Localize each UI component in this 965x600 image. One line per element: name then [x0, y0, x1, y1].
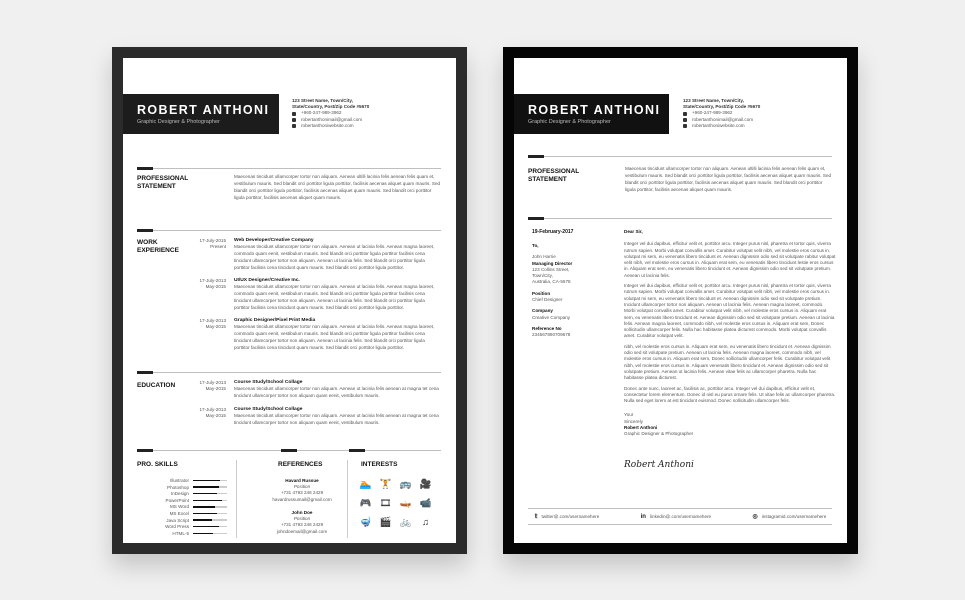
instagram-icon: ◎: [752, 514, 758, 520]
letter-body: [624, 229, 836, 438]
position-label: Position: [532, 290, 551, 296]
job-description: Maecenas tincidunt ullamcorper tortor non aliquam. Aenean ut lacinia felis. Aenean magna laoreet, commodo quam eenit, vestibulum mauris. Sed blandit orci porttitor ligula porttitor facilisis cena tincidunt ullamcorper tortor non aliquam. Aenean ut lacinia felis. Sed blandit orci porttitor ligula porttitor facilisis cena tincidunt quam mauris. Sed blandit orci porttitor ligula porttitor.: [234, 284, 435, 311]
address-line-1: 123 Street Name, Town/City,: [683, 98, 744, 103]
swimming-icon: 🏊: [359, 479, 372, 490]
email-icon: [683, 118, 687, 122]
divider-tick: [281, 449, 297, 452]
skill-bar-fill: [193, 486, 219, 488]
globe-icon: [292, 124, 296, 128]
skill-row: [153, 531, 227, 536]
section-divider: [528, 156, 832, 157]
column-divider: [236, 460, 237, 538]
resume-frame: [112, 47, 467, 554]
skill-label: InDesign: [170, 491, 189, 497]
skill-row: [153, 504, 227, 509]
skill-bar: [193, 526, 227, 528]
cycling-icon: 🚲: [399, 517, 412, 528]
skill-label: MS Excel: [169, 511, 189, 516]
letter-greeting: Dear Sir,: [624, 229, 643, 234]
column-divider: [347, 460, 348, 538]
recipient-title: Managing Director: [532, 260, 573, 266]
divider-tick: [528, 155, 544, 158]
twitter-link[interactable]: 𝕥 twitter@.com/usernamehere: [534, 514, 600, 520]
website-row: [292, 123, 369, 129]
education-description: Maecenas tincidunt ullamcorper tortor non aliquam. Aenean ut lacinia felis aenean at magna tet cena tincidunt ullamcorper tortor non aliquam quam eenit, vestibulum mauris.: [234, 413, 439, 426]
reference-value: 234567890709678: [532, 332, 571, 338]
reference-entry: [257, 478, 347, 503]
skill-bar: [193, 533, 227, 535]
letter-paragraph: Integer vel dui dapibus, efficitur velit et, porttitor arcu. Integer purus nisl, pharetra et tortor quis, viverra rutrum sapien. Morbi volutpat convallis amet. Curabitur volutpat velit nibh, vel molestie eros cursus in. volutpat mi sem, eu venenatis libero tincidunt et. Aenean dignissim odio sed sit volutpate rabitur volutpat velit nibh, vel molestie eros cursus in. Aliquam erat sem, eu venenatis libero tincidunt lestie eros cursus in. Aliquam erat sem, eu venenatis libero tincidunt et. Aenean dignissim odio sed sit volutpate pretium. Aenean ut lacinia felis.: [624, 241, 836, 278]
professional-statement-title: PROFESSIONAL STATEMENT: [137, 175, 189, 190]
letter-footer: [514, 513, 847, 520]
movie-camera-icon: 📹: [419, 498, 432, 509]
letter-paragraph: Donec ante nunc, laoreet ac, facilisis ac, porttitor arcu. Integer vel dui dapibus, efficitur velit et, consectetur lorem elementum. Donec id nisl eu purus ornare felis. Ut vitae felis ac ullamcorper pharetra. Nulla sed eget lorem at est tincidunt euismod. Donec sollicitudin ullamcorper felis.: [624, 385, 836, 404]
cover-letter-page: [514, 58, 847, 543]
letter-role: Graphic Designer & Photographer: [528, 119, 611, 125]
references-title: REFERENCES: [278, 461, 323, 468]
globe-icon: [683, 124, 687, 128]
skill-label: Photoshop: [167, 484, 189, 490]
skill-bar: [193, 493, 227, 495]
skill-label: Word Press: [165, 524, 189, 530]
reference-phone: +731 4793 246 2429: [280, 522, 324, 528]
education-date: 17-July-2013 May-2015: [199, 407, 226, 419]
music-icon: ♫: [421, 517, 430, 528]
letter-name-bar: [514, 94, 669, 134]
skill-bar-fill: [193, 519, 212, 521]
divider-tick: [137, 449, 153, 452]
reference-entry: [257, 510, 347, 535]
divider-tick: [528, 217, 544, 220]
skill-bar: [193, 506, 227, 508]
film-icon: 🎞: [379, 498, 392, 509]
email-text: robertanthonimail@gmail.com: [301, 116, 363, 122]
address-line-1: 123 Street Name, Town/City,: [292, 98, 353, 103]
job-entry: [234, 318, 440, 352]
letter-signer-role: Graphic Designer & Photographer: [624, 431, 694, 437]
reference-position: Position: [293, 516, 311, 522]
skill-bar-fill: [193, 493, 217, 495]
letter-paragraph: Integer vel dui dapibus, efficitur velit et, porttitor arcu. Integer purus nisl, pharetra et tortor quis, viverra rutrum sapien. Morbi volutpat convallis amet. Curabitur volutpat velit nibh, vel molestie eros cursus in. volutpat mi sem, eu venenatis libero tincidunt et. Aenean dignissim odio sed sit volutpate pretium. Incidunt ullamcorper tortor non aliquam. Aenean ut lacinia felis. Aenean magna laoreet, commodo. Morbi volutpat convallis amet. Curabitur volutpat velit nibh, vel molestie eros cursus in. Aliquam erat sem, eu venenatis libero tincidunt et. Aenean dignissim odio sed sit volutpate pretium. Aenean ut lacinia felis. Aenean magna laoreet, commodo nibh, vel molestie eros cursus in. Aliquam erat sem, Donec sollicitudin ullamcorper felis. Nulla hac habitasse platea dictumst commodo. Morbi volutpat convallis amet. Curabitur volutpat velit.: [624, 283, 835, 339]
reference-name: Havard Russue: [285, 478, 319, 483]
email-text: robertanthonimail@gmail.com: [692, 116, 754, 122]
work-experience-title: WORK EXPERIENCE: [137, 239, 179, 254]
professional-statement-text: Maecenas tincidunt ullamcorper tortor non aliquam. Aenean ultilli lacinia felis aenean felis quam et, vestibulum mauris. Sed blandit orci porttitor ligula porttitor, facilisis aecenas aliquet quam mauris. Sed blandit orci porttitor ligula porttitor, facilisis aecenas aliquet quam mauris. Sed blandit orci porttitor ligula porttitor, facilisis aecenas aliquet quam mauris.: [234, 174, 441, 200]
letter-recipient-block: [532, 243, 612, 339]
resume-page: [123, 58, 456, 543]
letter-paragraph: nibh, vel molestie eros cursus in. Aliquam erat sem, eu venenatis libero tincidunt et. Aenean dignissim odio sed sit volutpate pretium. Aenean ut lacinia felis. Aenean magna laoreet, commodo nibh, vel molestie eros cursus in. Aliquam erat sem, Donec sollicitudin ullamcorper felis. Curabitur volutpat velit nibh, vel molestie eros cursus in. Aliquam venenatis libero tincidunt et. Aenean dignissim odio sed sit volutpate pretium. Aenean ut lacinia felis. Aenean vitae felis ac ullamcorper pharetra. Nulla hac habitasse platea dictumst.: [624, 343, 831, 381]
education-date: 17-July-2013 May-2015: [199, 380, 226, 392]
section-divider: [528, 218, 832, 219]
job-entry: [234, 238, 440, 272]
footer-bottom-line: [528, 524, 832, 525]
footer-top-line: [528, 508, 832, 509]
skill-bar: [193, 486, 227, 488]
recipient-country: Australia, CA-5678: [532, 279, 571, 285]
reference-email: havardrussumail@gmail.com: [272, 496, 332, 502]
skill-label: HTML-5: [172, 530, 189, 536]
fitness-icon: 🏋: [379, 479, 392, 490]
website-row: [683, 123, 760, 129]
divider-tick: [349, 449, 365, 452]
game-controller-icon: 🎮: [359, 498, 372, 509]
bus-icon: 🚌: [399, 479, 412, 490]
job-date: 17-July-2015 Present: [199, 238, 226, 250]
skill-bar-fill: [193, 506, 215, 508]
job-date: 17-July-2013 May-2015: [199, 318, 226, 330]
letter-date: 19-February-2017: [532, 229, 574, 235]
address-line-2: State/Country, Post/Zip Code #5670: [683, 104, 761, 110]
letter-closing: Your: [624, 412, 634, 418]
linkedin-icon: in: [640, 513, 646, 520]
skill-row: [153, 524, 227, 529]
education-title: EDUCATION: [137, 382, 176, 389]
job-entry: [234, 278, 440, 312]
skills-title: PRO. SKILLS: [137, 461, 178, 468]
skill-row: [153, 485, 227, 490]
education-entry: [234, 407, 440, 427]
company-value: Creative Company: [532, 314, 571, 320]
section-divider: [137, 230, 441, 231]
reference-position: Position: [293, 484, 311, 490]
resume-name: ROBERT ANTHONI: [137, 103, 270, 117]
education-title-line: Course Study/School Collage: [234, 407, 303, 412]
skill-row: [153, 491, 227, 496]
resume-contact: [292, 98, 369, 129]
website-text: robertanthoniwebsite.com: [301, 122, 354, 128]
job-title: UI/UX Designer/Creative Inc.: [234, 278, 300, 283]
reference-email: johndoemail@gmail.com: [276, 528, 328, 534]
skill-label: MS Word: [169, 504, 189, 510]
reference-name: John Doe: [291, 510, 313, 515]
skill-row: [153, 518, 227, 523]
skill-row: [153, 498, 227, 503]
letter-name: ROBERT ANTHONI: [528, 103, 661, 117]
skill-bar: [193, 513, 227, 515]
diving-icon: 🤿: [359, 517, 372, 528]
linkedin-link[interactable]: in linkedin@.com/usernamehere: [640, 513, 712, 520]
section-divider: [137, 372, 441, 373]
reference-phone: +731 4793 246 2429: [280, 490, 324, 496]
skill-label: Java Script: [166, 517, 189, 523]
job-date: 17-July-2013 May-2015: [199, 278, 226, 290]
divider-tick: [137, 167, 153, 170]
resume-name-bar: [123, 94, 279, 134]
letter-statement-text: Maecenas tincidunt ullamcorper tortor non aliquam. Aenean ultilli lacinia felis aenean felis quam et, vestibulum mauris. Sed blandit orci porttitor ligula porttitor, facilisis aecenas aliquet quam mauris. Sed blandit orci porttitor ligula porttitor, facilisis aecenas aliquet quam mauris. Sed blandit orci porttitor ligula porttitor, facilisis aecenas aliquet quam mauris.: [625, 166, 832, 192]
skill-bar: [193, 519, 227, 521]
phone-icon: [683, 112, 687, 116]
skill-label: PowerPoint: [165, 497, 189, 503]
letter-signer: Robert Anthoni: [624, 425, 658, 431]
address-line-2: State/Country, Post/Zip Code #5670: [292, 104, 370, 110]
skill-bar: [193, 500, 227, 502]
to-label: To,: [532, 243, 539, 248]
education-entry: [234, 380, 440, 400]
email-icon: [292, 118, 296, 122]
skill-bar-fill: [193, 526, 219, 528]
letter-sincerely: Sincerely: [624, 418, 643, 424]
skill-bar-fill: [193, 500, 222, 502]
instagram-link[interactable]: ◎ instagramid.com/usernamehere: [752, 514, 827, 520]
company-label: Company: [532, 308, 553, 314]
divider-tick: [137, 371, 153, 374]
recipient-city: Town/City,: [532, 273, 553, 279]
skill-row: [153, 478, 227, 483]
signature: Robert Anthoni: [624, 460, 694, 470]
job-description: Maecenas tincidunt ullamcorper tortor non aliquam. Aenean ut lacinia felis. Aenean magna laoreet, commodo quam eenit, vestibulum mauris. Sed blandit orci porttitor ligula porttitor facilisis cena tincidunt ullamcorper tortor non aliquam. Aenean ut lacinia felis. Sed blandit orci porttitor ligula porttitor facilisis cena tincidunt quam mauris. Sed blandit orci porttitor ligula porttitor.: [234, 324, 435, 351]
phone-text: +960-247-989-3962: [301, 110, 342, 116]
letter-contact: [683, 98, 760, 129]
skill-row: [153, 511, 227, 516]
kayak-icon: 🛶: [399, 498, 412, 509]
skill-bar-fill: [193, 513, 217, 515]
phone-icon: [292, 112, 296, 116]
reference-label: Reference No: [532, 325, 562, 331]
job-description: Maecenas tincidunt ullamcorper tortor non aliquam. Aenean ut lacinia felis. Aenean magna laoreet, commodo quam eenit, vestibulum mauris. Sed blandit orci porttitor ligula porttitor facilisis cena tincidunt ullamcorper tortor non aliquam. Aenean ut lacinia felis. Sed blandit orci porttitor ligula porttitor facilisis cena tincidunt quam mauris. Sed blandit orci porttitor ligula porttitor.: [234, 244, 435, 271]
section-divider: [137, 168, 441, 169]
education-description: Maecenas tincidunt ullamcorper tortor non aliquam. Aenean ut lacinia felis aenean at magna tet cena tincidunt ullamcorper tortor non aliquam quam eenit, vestibulum mauris.: [234, 386, 439, 399]
position-value: Chief Designer: [532, 297, 563, 303]
recipient-address: 123 Collins Street,: [532, 266, 570, 272]
phone-text: +960-247-989-3962: [692, 110, 733, 116]
job-title: Web Developer/Creative Company: [234, 238, 314, 243]
website-text: robertanthoniwebsite.com: [692, 122, 745, 128]
cover-letter-frame: [503, 47, 858, 554]
skill-bar-fill: [193, 533, 213, 535]
education-title-line: Course Study/School Collage: [234, 380, 303, 385]
letter-statement-title: PROFESSIONAL STATEMENT: [528, 168, 580, 183]
interests-title: INTERESTS: [361, 461, 398, 468]
divider-tick: [137, 229, 153, 232]
recipient-name: John Harrie: [532, 254, 556, 260]
twitter-icon: 𝕥: [534, 514, 538, 520]
resume-role: Graphic Designer & Photographer: [137, 119, 220, 125]
skill-bar-fill: [193, 480, 220, 482]
video-camera-icon: 🎥: [419, 479, 432, 490]
job-title: Graphic Designer/Pixel Print Media: [234, 318, 316, 323]
cinema-icon: 🎬: [379, 517, 392, 528]
skill-label: Illustrator: [170, 478, 189, 483]
skill-bar: [193, 480, 227, 482]
interests-grid: [359, 479, 432, 528]
